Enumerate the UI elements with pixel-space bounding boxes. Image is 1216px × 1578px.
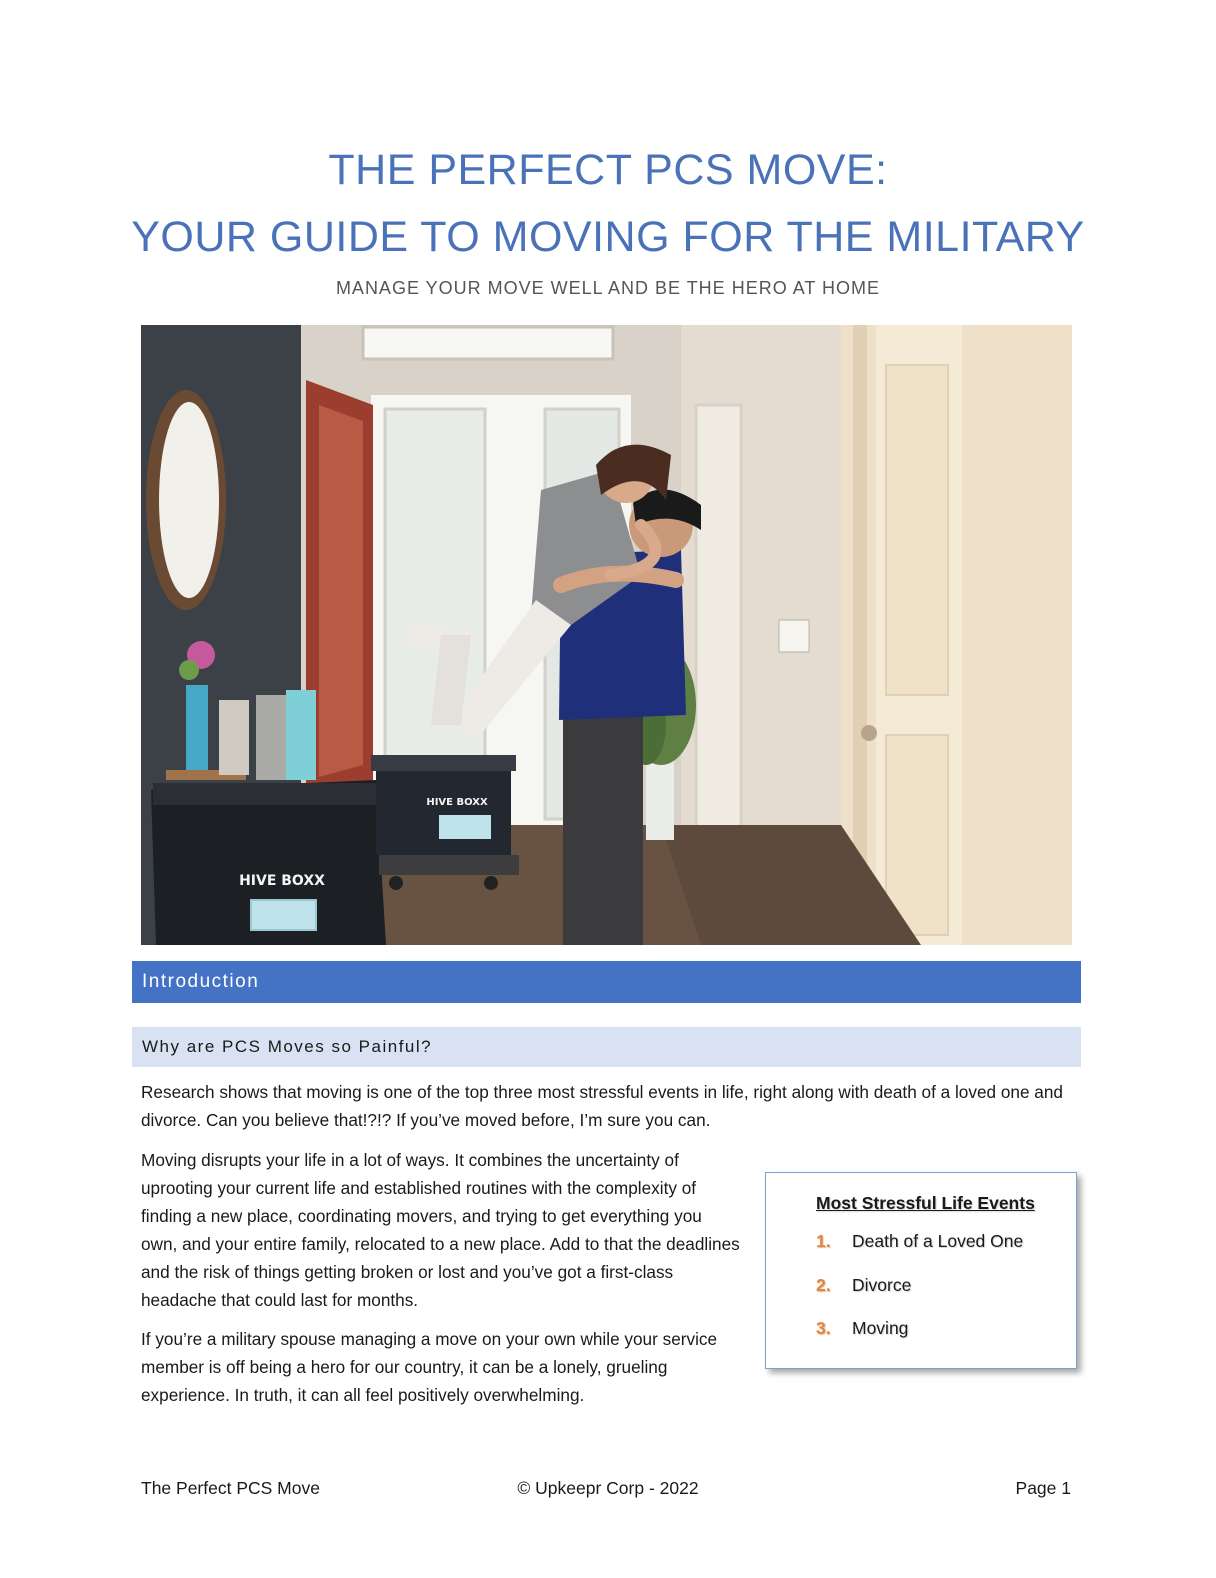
footer-page-number: Page 1 [1015, 1478, 1071, 1498]
body-paragraph-2: Moving disrupts your life in a lot of ways. It combines the uncertainty of uprooting your current life and established routines with the complexity of finding a new place, coordinating movers, and trying to get everything you own, and your entire family, relocated to a new place. Add to that the deadlines and the risk of things getting broken or lost and you’ve got a first-class headache that could last for months. [141, 1150, 740, 1310]
sidebar-title: Most Stressful Life Events [816, 1193, 1035, 1213]
bin-label-left: HIVE BOXX [239, 873, 325, 889]
list-item [816, 1275, 1023, 1319]
stressful-events-list [816, 1231, 1023, 1362]
bin-label-right: HIVE BOXX [426, 797, 488, 808]
list-item-label: Death of a Loved One [852, 1231, 1024, 1251]
footer-copyright: © Upkeepr Corp - 2022 [517, 1478, 699, 1498]
document-title-line-1: THE PERFECT PCS MOVE: [328, 146, 888, 194]
list-item-label: Moving [852, 1318, 909, 1338]
section-heading-introduction: Introduction [132, 961, 1081, 1003]
list-item-label: Divorce [852, 1274, 912, 1295]
document-title-line-2: YOUR GUIDE TO MOVING FOR THE MILITARY [131, 213, 1085, 261]
stressful-events-sidebar [765, 1172, 1077, 1369]
list-number: 1. [816, 1231, 831, 1251]
list-item [816, 1318, 1023, 1362]
subsection-heading: Why are PCS Moves so Painful? [132, 1027, 1081, 1067]
body-paragraph-1: Research shows that moving is one of the top three most stressful events in life, right along with death of a loved one and divorce. Can you believe that!?!? If you’ve moved before, I’m sure you can. [141, 1082, 1063, 1130]
footer-document-title: The Perfect PCS Move [141, 1478, 320, 1498]
list-number: 3. [816, 1318, 831, 1338]
list-number: 2. [816, 1274, 831, 1295]
body-paragraph-3: If you’re a military spouse managing a move on your own while your service member is off being a hero for our country, it can be a lonely, grueling experience. In truth, it can all feel positively overwhelming. [141, 1329, 718, 1405]
list-item [816, 1231, 1023, 1275]
document-subtitle: MANAGE YOUR MOVE WELL AND BE THE HERO AT HOME [335, 278, 881, 298]
hero-photo [141, 325, 1072, 945]
